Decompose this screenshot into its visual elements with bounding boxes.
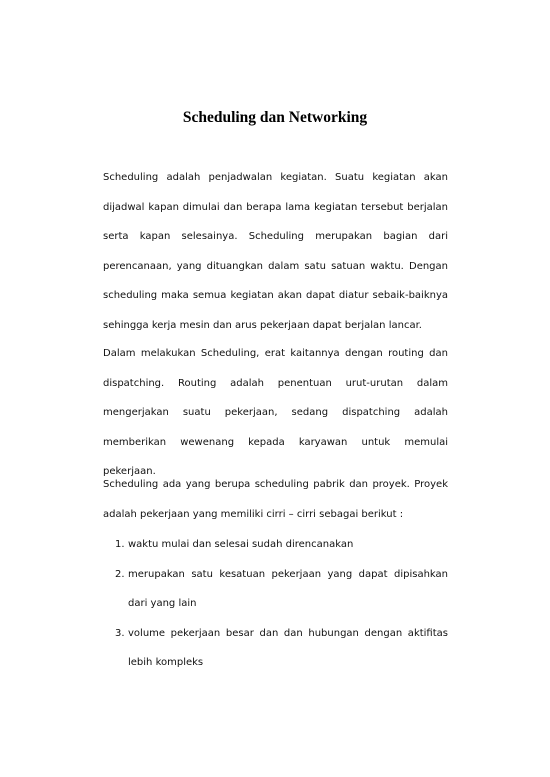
- paragraph-scheduling-definition: Scheduling adalah penjadwalan kegiatan. Suatu kegiatan akan dijadwal kapan dimulai dan berapa lama kegiatan tersebut berjalan serta kapan selesainya. Scheduling merupakan bagian dari perencanaan, yang dituangkan dalam satu satuan waktu. Dengan scheduling maka semua kegiatan akan dapat diatur sebaik-baiknya sehingga kerja mesin dan arus pekerjaan dapat berjalan lancar.: [103, 172, 448, 331]
- characteristics-list: [103, 530, 448, 678]
- list-item-text: merupakan satu kesatuan pekerjaan yang dapat dipisahkan dari yang lain: [128, 568, 448, 609]
- list-item: [103, 530, 448, 560]
- list-item-text: volume pekerjaan besar dan dan hubungan dengan aktifitas lebih kompleks: [128, 627, 448, 668]
- document-title: Scheduling dan Networking: [182, 109, 368, 126]
- paragraph-project-characteristics: Scheduling ada yang berupa scheduling pabrik dan proyek. Proyek adalah pekerjaan yang memiliki cirri – cirri sebagai berikut :: [103, 479, 448, 520]
- list-item-number: 1.: [115, 539, 125, 550]
- list-item-number: 2.: [115, 568, 125, 580]
- list-item-number: 3.: [115, 627, 125, 639]
- list-item-text: waktu mulai dan selesai sudah direncanakan: [128, 539, 354, 550]
- paragraph-routing-dispatching: Dalam melakukan Scheduling, erat kaitannya dengan routing dan dispatching. Routing adalah penentuan urut-urutan dalam mengerjakan suatu pekerjaan, sedang dispatching adalah memberikan wewenang kepada karyawan untuk memulai pekerjaan.: [103, 348, 448, 477]
- list-item: [103, 560, 448, 619]
- list-item: [103, 619, 448, 678]
